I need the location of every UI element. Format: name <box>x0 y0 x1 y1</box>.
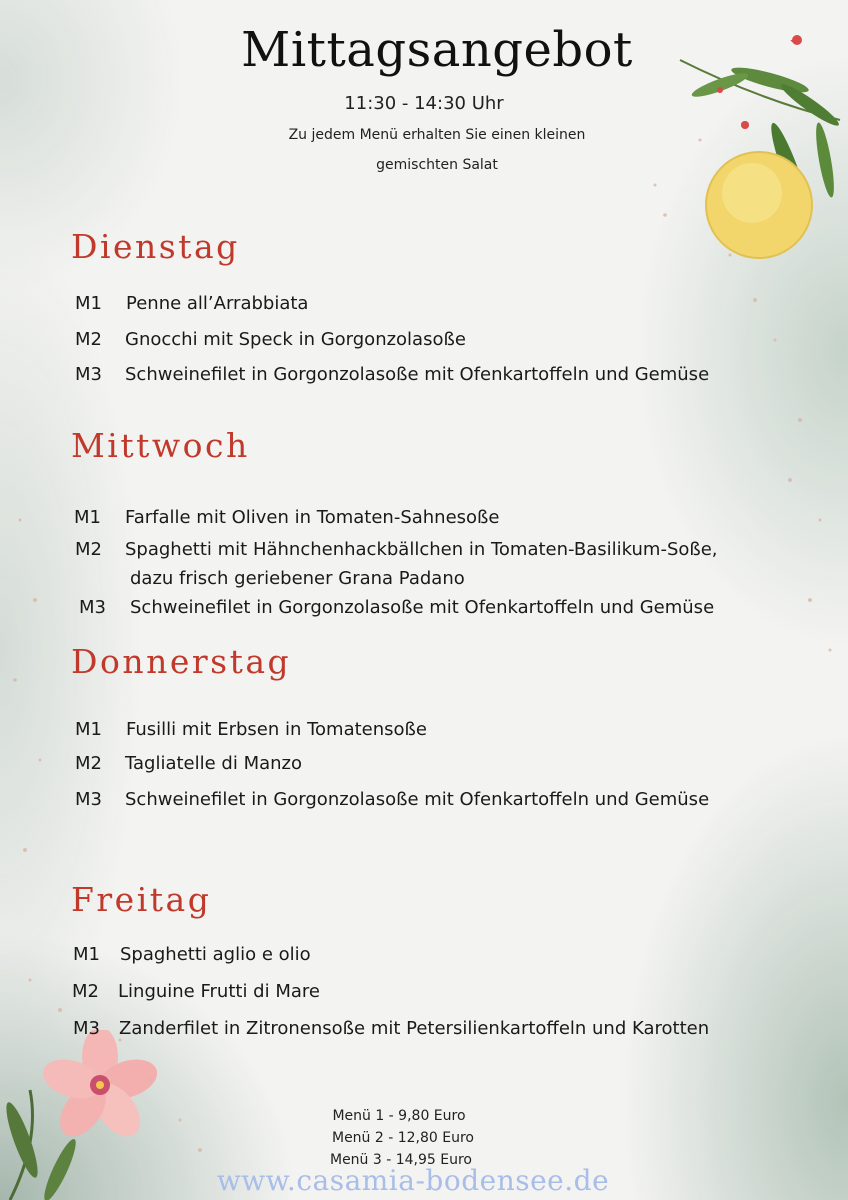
menu-code: M2 <box>72 981 99 1002</box>
opening-hours: 11:30 - 14:30 Uhr <box>344 93 504 114</box>
salad-note-line-1: Zu jedem Menü erhalten Sie einen kleinen <box>288 127 586 143</box>
menu-dish: Schweinefilet in Gorgonzolasoße mit Ofenkartoffeln und Gemüse <box>125 789 710 810</box>
price-menu-2: Menü 2 - 12,80 Euro <box>331 1130 474 1146</box>
menu-code: M2 <box>75 329 102 350</box>
menu-code: M2 <box>75 753 102 774</box>
day-heading-donnerstag: Donnerstag <box>71 642 292 681</box>
website-link[interactable]: www.casamia-bodensee.de <box>216 1164 610 1197</box>
menu-item <box>75 293 308 314</box>
day-heading-mittwoch: Mittwoch <box>71 426 250 465</box>
menu-item <box>75 719 427 740</box>
menu-item <box>73 1018 709 1039</box>
menu-item <box>75 329 466 350</box>
menu-item <box>75 789 709 810</box>
menu-dish: Tagliatelle di Manzo <box>125 753 303 774</box>
menu-item-continuation: dazu frisch geriebener Grana Padano <box>130 568 465 589</box>
menu-code: M1 <box>73 944 100 965</box>
menu-code: M3 <box>75 789 102 810</box>
menu-code: M3 <box>79 597 106 618</box>
menu-dish: Schweinefilet in Gorgonzolasoße mit Ofenkartoffeln und Gemüse <box>130 597 715 618</box>
price-menu-1: Menü 1 - 9,80 Euro <box>332 1108 466 1124</box>
menu-item <box>73 944 311 965</box>
menu-dish: Gnocchi mit Speck in Gorgonzolasoße <box>125 329 466 350</box>
menu-item <box>75 753 302 774</box>
day-heading-freitag: Freitag <box>71 880 212 919</box>
menu-item <box>72 981 320 1002</box>
day-heading-dienstag: Dienstag <box>71 227 240 266</box>
price-menu-3: Menü 3 - 14,95 Euro <box>329 1152 472 1168</box>
menu-code: M1 <box>74 507 101 528</box>
menu-item <box>75 539 718 560</box>
menu-dish: Spaghetti aglio e olio <box>120 944 311 965</box>
menu-item <box>74 507 499 528</box>
menu-dish: Penne all’Arrabbiata <box>126 293 309 314</box>
salad-note-line-2: gemischten Salat <box>376 157 498 173</box>
menu-code: M1 <box>75 293 102 314</box>
menu-dish: Schweinefilet in Gorgonzolasoße mit Ofenkartoffeln und Gemüse <box>125 364 710 385</box>
menu-dish: Linguine Frutti di Mare <box>118 981 320 1002</box>
page-title: Mittagsangebot <box>241 22 633 78</box>
menu-dish: Spaghetti mit Hähnchenhackbällchen in Tomaten-Basilikum-Soße, <box>125 539 718 560</box>
menu-code: M3 <box>73 1018 100 1039</box>
menu-dish: Zanderfilet in Zitronensoße mit Petersilienkartoffeln und Karotten <box>119 1018 710 1039</box>
menu-code: M2 <box>75 539 102 560</box>
menu-item <box>75 364 709 385</box>
menu-code: M1 <box>75 719 102 740</box>
menu-code: M3 <box>75 364 102 385</box>
menu-item <box>79 597 714 618</box>
menu-dish: Fusilli mit Erbsen in Tomatensoße <box>126 719 427 740</box>
menu-dish: Farfalle mit Oliven in Tomaten-Sahnesoße <box>125 507 500 528</box>
